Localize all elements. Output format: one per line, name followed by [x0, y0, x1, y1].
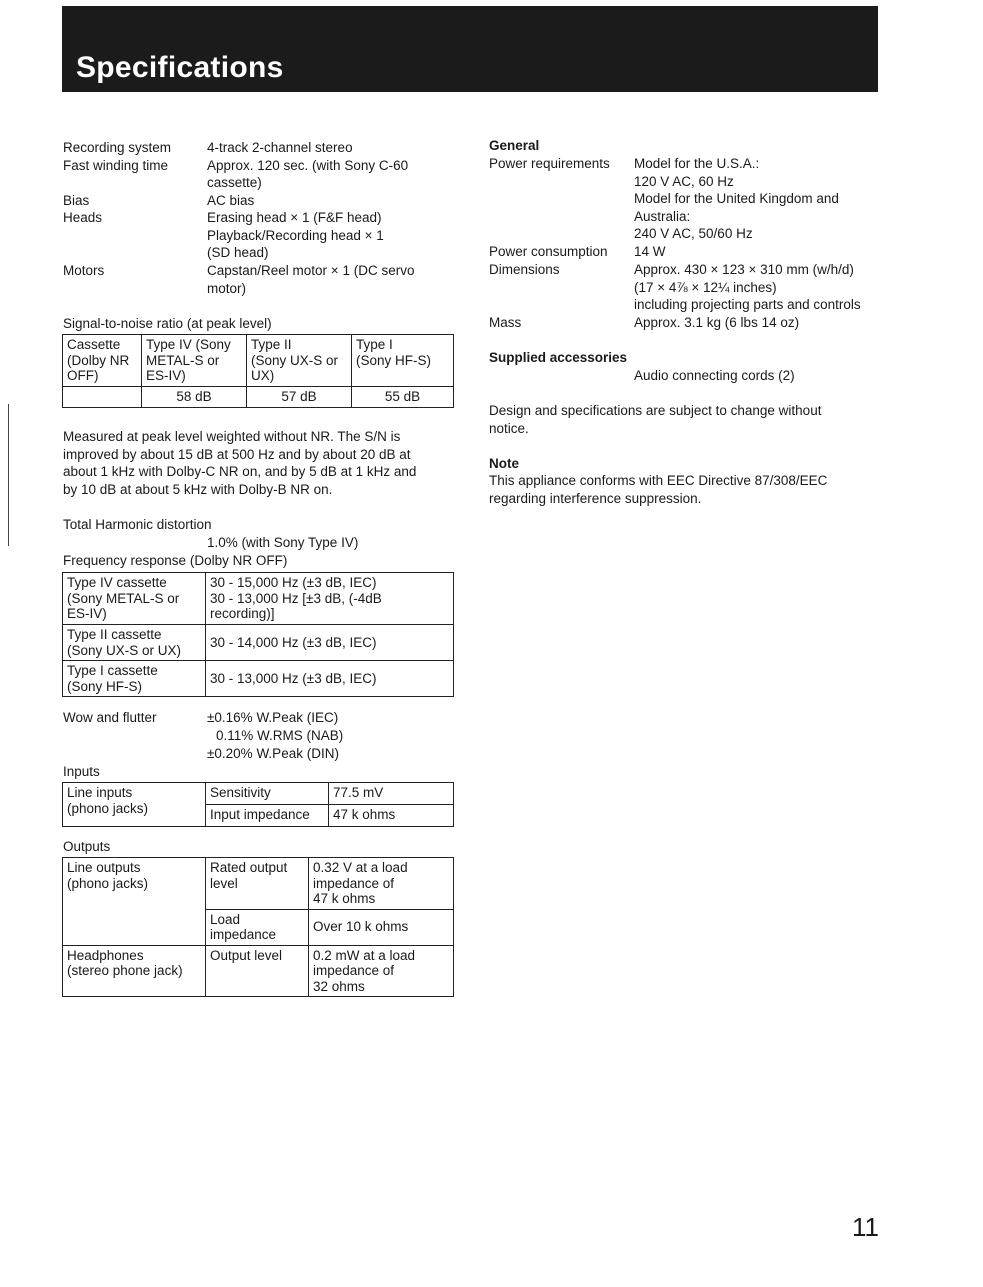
snr-note — [63, 428, 416, 498]
note-text — [489, 472, 827, 507]
note-line: about 1 kHz with Dolby-C NR on, and by 5 dB at 1 kHz and — [63, 464, 417, 479]
spec-value: including projecting parts and controls — [634, 297, 861, 312]
spec-value: Erasing head × 1 (F&F head) — [207, 210, 382, 225]
spec-value: Model for the U.S.A.: — [634, 156, 760, 171]
general-heading: General — [489, 138, 540, 153]
outputs-load-label — [206, 909, 309, 945]
freq-value — [206, 573, 454, 625]
spec-value: Approx. 3.1 kg (6 lbs 14 oz) — [634, 315, 800, 330]
cell-line: UX) — [251, 368, 275, 383]
spec-label: Power requirements — [489, 156, 610, 171]
inputs-value: 47 k ohms — [329, 805, 454, 827]
table-row — [63, 783, 454, 805]
spec-value: Capstan/Reel motor × 1 (DC servo — [207, 263, 415, 278]
spec-label: Power consumption — [489, 244, 608, 259]
cell-line: (Sony METAL-S or — [67, 590, 180, 606]
cell-line: (phono jacks) — [67, 875, 149, 891]
cell-line: 0.2 mW at a load — [313, 947, 416, 963]
note-line: improved by about 15 dB at 500 Hz and by about 20 dB at — [63, 446, 411, 462]
cell-line: Type I — [356, 337, 393, 352]
cell-line: recording)] — [210, 606, 275, 621]
header-bar — [62, 6, 878, 92]
snr-table — [62, 334, 454, 408]
spec-value: motor) — [207, 281, 247, 296]
outputs-hp-label: Output level — [206, 945, 309, 997]
snr-type-iv — [142, 335, 247, 387]
spec-value: AC bias — [207, 193, 255, 208]
accessories-heading: Supplied accessories — [489, 350, 628, 365]
snr-title: Signal-to-noise ratio (at peak level) — [63, 316, 272, 331]
snr-value: 58 dB — [142, 387, 247, 408]
inputs-table — [62, 782, 454, 827]
cell-line: Line inputs — [67, 785, 133, 800]
freq-value — [206, 661, 454, 697]
cell-line: Headphones — [67, 947, 144, 963]
cell-line: 30 - 15,000 Hz (±3 dB, IEC) — [210, 575, 377, 590]
snr-row-header — [63, 335, 142, 387]
spec-label: Bias — [63, 193, 90, 208]
spec-label: Mass — [489, 315, 522, 330]
spec-label: Heads — [63, 210, 103, 225]
note-line: Measured at peak level weighted without NR. The S/N is — [63, 429, 401, 444]
freq-value — [206, 625, 454, 661]
page-title: Specifications — [76, 51, 284, 84]
freq-table — [62, 572, 454, 697]
cell-line: (Sony HF-S) — [67, 678, 143, 694]
cell-line: Type II — [251, 337, 292, 352]
cell-line: (Dolby NR — [67, 352, 130, 368]
cell-line: ES-IV) — [146, 368, 186, 383]
spec-value: 240 V AC, 50/60 Hz — [634, 226, 753, 241]
cell-line: ES-IV) — [67, 606, 107, 621]
note-line: Design and specifications are subject to change without — [489, 403, 822, 418]
wow-value: ±0.16% W.Peak (IEC) — [207, 710, 339, 725]
snr-value: 55 dB — [352, 387, 454, 408]
spec-label: Dimensions — [489, 262, 560, 277]
spec-label: Motors — [63, 263, 105, 278]
outputs-title: Outputs — [63, 839, 111, 854]
wow-label: Wow and flutter — [63, 710, 157, 725]
cell-line: 30 - 13,000 Hz (±3 dB, IEC) — [210, 670, 377, 686]
cell-line: Type II cassette — [67, 627, 162, 642]
cell-line: Type IV cassette — [67, 575, 167, 590]
snr-value: 57 dB — [247, 387, 352, 408]
cell-line: (Sony HF-S) — [356, 352, 432, 368]
spec-value: Model for the United Kingdom and — [634, 191, 839, 206]
spec-value: (17 × 4⅞ × 12¼ inches) — [634, 279, 777, 295]
outputs-rated-value — [309, 858, 454, 910]
cell-line: impedance — [210, 927, 277, 942]
cell-line: (stereo phone jack) — [67, 963, 183, 978]
cell-line: Type I cassette — [67, 663, 158, 678]
table-row — [63, 661, 454, 697]
outputs-load-value: Over 10 k ohms — [309, 909, 454, 945]
freq-type — [63, 625, 206, 661]
cell-line: OFF) — [67, 368, 99, 383]
inputs-value: 77.5 mV — [329, 783, 454, 805]
snr-type-ii — [247, 335, 352, 387]
dimensions-values — [634, 261, 861, 314]
cell-line: (Sony UX-S or UX) — [67, 642, 182, 658]
cell-line: 47 k ohms — [313, 891, 376, 906]
spec-value: 14 W — [634, 244, 666, 259]
page-number: 11 — [852, 1212, 879, 1242]
spec-value: 4-track 2-channel stereo — [207, 140, 353, 155]
cell-line: impedance of — [313, 875, 395, 891]
wow-value: ±0.20% W.Peak (DIN) — [207, 746, 339, 761]
note-line: notice. — [489, 420, 529, 436]
cell-line: Line outputs — [67, 860, 141, 875]
spec-label: Recording system — [63, 140, 172, 155]
inputs-param: Input impedance — [206, 805, 329, 827]
cell-line: 0.32 V at a load — [313, 860, 408, 875]
spec-value: Approx. 430 × 123 × 310 mm (w/h/d) — [634, 262, 854, 277]
accessories-value: Audio connecting cords (2) — [634, 368, 795, 383]
snr-empty-cell — [63, 387, 142, 408]
cell-line: level — [210, 875, 238, 891]
cell-line: Rated output — [210, 860, 288, 875]
table-row — [63, 573, 454, 625]
cell-line: Cassette — [67, 337, 121, 352]
cell-line: Load — [210, 911, 241, 927]
wow-value: 0.11% W.RMS (NAB) — [216, 728, 344, 743]
inputs-param: Sensitivity — [206, 783, 329, 805]
freq-type — [63, 573, 206, 625]
spec-value: Approx. 120 sec. (with Sony C-60 — [207, 158, 409, 173]
spec-value: cassette) — [207, 175, 262, 190]
spec-value: Australia: — [634, 208, 691, 224]
thd-value: 1.0% (with Sony Type IV) — [207, 535, 359, 550]
inputs-name — [63, 783, 206, 827]
outputs-hp-name — [63, 945, 206, 997]
cell-line: 30 - 13,000 Hz [±3 dB, (-4dB — [210, 590, 382, 606]
cell-line: 32 ohms — [313, 978, 365, 994]
outputs-line-name — [63, 858, 206, 946]
freq-type — [63, 661, 206, 697]
cell-line: impedance of — [313, 963, 395, 978]
design-note — [489, 402, 821, 437]
margin-rule — [8, 404, 9, 546]
outputs-hp-value — [309, 945, 454, 997]
table-row — [63, 625, 454, 661]
power-req-values — [634, 155, 839, 243]
note-line: by 10 dB at about 5 kHz with Dolby-B NR on. — [63, 481, 333, 497]
cell-line: 30 - 14,000 Hz (±3 dB, IEC) — [210, 634, 377, 650]
note-line: This appliance conforms with EEC Directive 87/308/EEC — [489, 473, 828, 488]
inputs-title: Inputs — [63, 764, 100, 779]
spec-value: (SD head) — [207, 245, 269, 260]
cell-line: METAL-S or — [146, 352, 220, 368]
cell-line: Type IV (Sony — [146, 337, 231, 352]
snr-type-i — [352, 335, 454, 387]
cell-line: (Sony UX-S or — [251, 352, 339, 368]
table-row — [63, 945, 454, 997]
spec-label: Fast winding time — [63, 158, 169, 173]
freq-title: Frequency response (Dolby NR OFF) — [63, 553, 288, 568]
table-row — [63, 858, 454, 910]
outputs-rated-label — [206, 858, 309, 910]
spec-value: Playback/Recording head × 1 — [207, 228, 384, 243]
outputs-table — [62, 857, 454, 997]
note-line: regarding interference suppression. — [489, 490, 702, 506]
note-heading: Note — [489, 456, 519, 471]
cell-line: (phono jacks) — [67, 800, 149, 816]
thd-label: Total Harmonic distortion — [63, 517, 212, 532]
spec-value: 120 V AC, 60 Hz — [634, 173, 734, 189]
